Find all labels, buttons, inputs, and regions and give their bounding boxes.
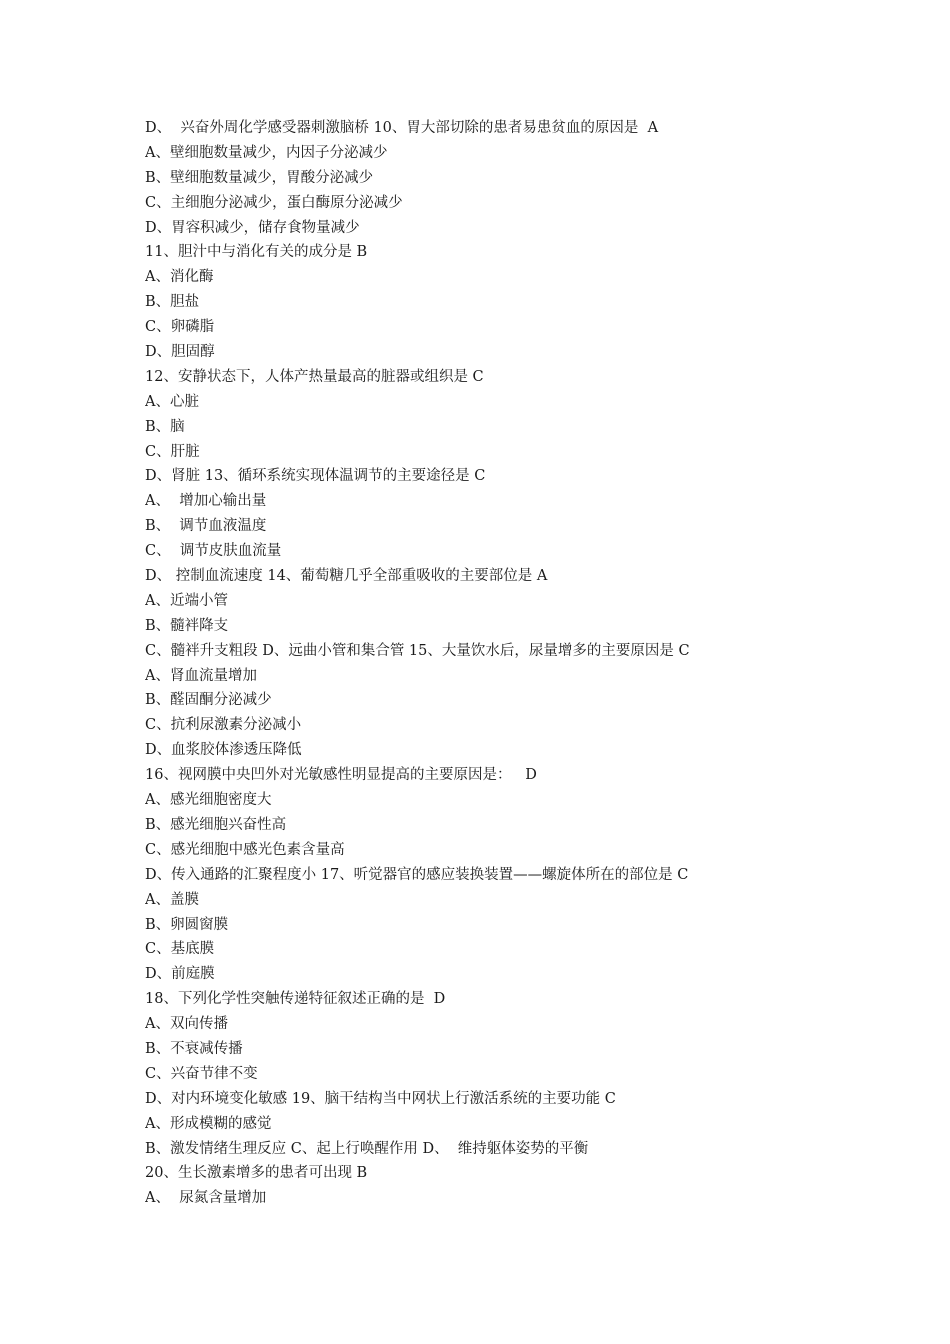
text-line: B、 调节血液温度 bbox=[145, 518, 267, 535]
text-line: A、消化酶 bbox=[145, 269, 214, 286]
text-line: A、心脏 bbox=[145, 393, 199, 410]
text-line: D、前庭膜 bbox=[145, 966, 215, 983]
question-line: 20、生长激素增多的患者可出现 B bbox=[145, 1165, 368, 1182]
text-line: B、感光细胞兴奋性高 bbox=[145, 816, 287, 833]
text-line: B、激发情绪生理反应 C、起上行唤醒作用 D、 维持躯体姿势的平衡 bbox=[145, 1140, 589, 1157]
text-line: D、 兴奋外周化学感受器刺激脑桥 10、胃大部切除的患者易患贫血的原因是 A bbox=[145, 120, 659, 136]
text-line: C、肝脏 bbox=[145, 443, 200, 460]
text-line: B、卵圆窗膜 bbox=[145, 916, 229, 933]
text-line: A、近端小管 bbox=[145, 592, 228, 609]
text-line: B、髓袢降支 bbox=[145, 617, 229, 634]
text-line: B、胆盐 bbox=[145, 294, 200, 311]
text-line: A、肾血流量增加 bbox=[145, 667, 257, 684]
text-line: A、 尿氮含量增加 bbox=[145, 1190, 267, 1207]
document-page bbox=[145, 116, 825, 1211]
text-line: C、髓袢升支粗段 D、远曲小管和集合管 15、大量饮水后，尿量增多的主要原因是 C bbox=[145, 642, 690, 659]
text-line: C、兴奋节律不变 bbox=[145, 1065, 258, 1082]
question-line: 11、胆汁中与消化有关的成分是 B bbox=[145, 244, 368, 261]
text-line: C、基底膜 bbox=[145, 941, 215, 958]
text-line: D、对内环境变化敏感 19、脑干结构当中网状上行激活系统的主要功能 C bbox=[145, 1090, 616, 1107]
text-line: A、盖膜 bbox=[145, 891, 199, 908]
text-line: D、胆固醇 bbox=[145, 344, 215, 361]
text-line: D、肾脏 13、循环系统实现体温调节的主要途径是 C bbox=[145, 468, 486, 485]
question-line: 16、视网膜中央凹外对光敏感性明显提高的主要原因是： D bbox=[145, 767, 537, 784]
text-line: A、形成模糊的感觉 bbox=[145, 1115, 272, 1132]
text-line: B、脑 bbox=[145, 418, 185, 435]
text-line: B、壁细胞数量减少，胃酸分泌减少 bbox=[145, 169, 374, 186]
text-line: D、传入通路的汇聚程度小 17、听觉器官的感应装换装置——螺旋体所在的部位是 C bbox=[145, 866, 689, 883]
text-line: C、 调节皮肤血流量 bbox=[145, 543, 282, 560]
text-line: D、胃容积减少，储存食物量减少 bbox=[145, 219, 360, 236]
text-line: D、血浆胶体渗透压降低 bbox=[145, 742, 302, 759]
text-line: C、主细胞分泌减少，蛋白酶原分泌减少 bbox=[145, 194, 403, 211]
text-line: A、双向传播 bbox=[145, 1016, 228, 1033]
text-line: A、壁细胞数量减少，内因子分泌减少 bbox=[145, 144, 388, 161]
text-line: C、感光细胞中感光色素含量高 bbox=[145, 841, 345, 858]
text-line: A、 增加心输出量 bbox=[145, 493, 267, 510]
text-line: C、卵磷脂 bbox=[145, 319, 215, 336]
text-line: B、不衰减传播 bbox=[145, 1040, 243, 1057]
question-line: 12、安静状态下，人体产热量最高的脏器或组织是 C bbox=[145, 368, 484, 385]
question-line: 18、下列化学性突触传递特征叙述正确的是 D bbox=[145, 991, 446, 1008]
text-line: D、 控制血流速度 14、葡萄糖几乎全部重吸收的主要部位是 A bbox=[145, 568, 548, 585]
text-line: A、感光细胞密度大 bbox=[145, 792, 272, 809]
text-line: B、醛固酮分泌减少 bbox=[145, 692, 272, 709]
text-line: C、抗利尿激素分泌减小 bbox=[145, 717, 302, 734]
